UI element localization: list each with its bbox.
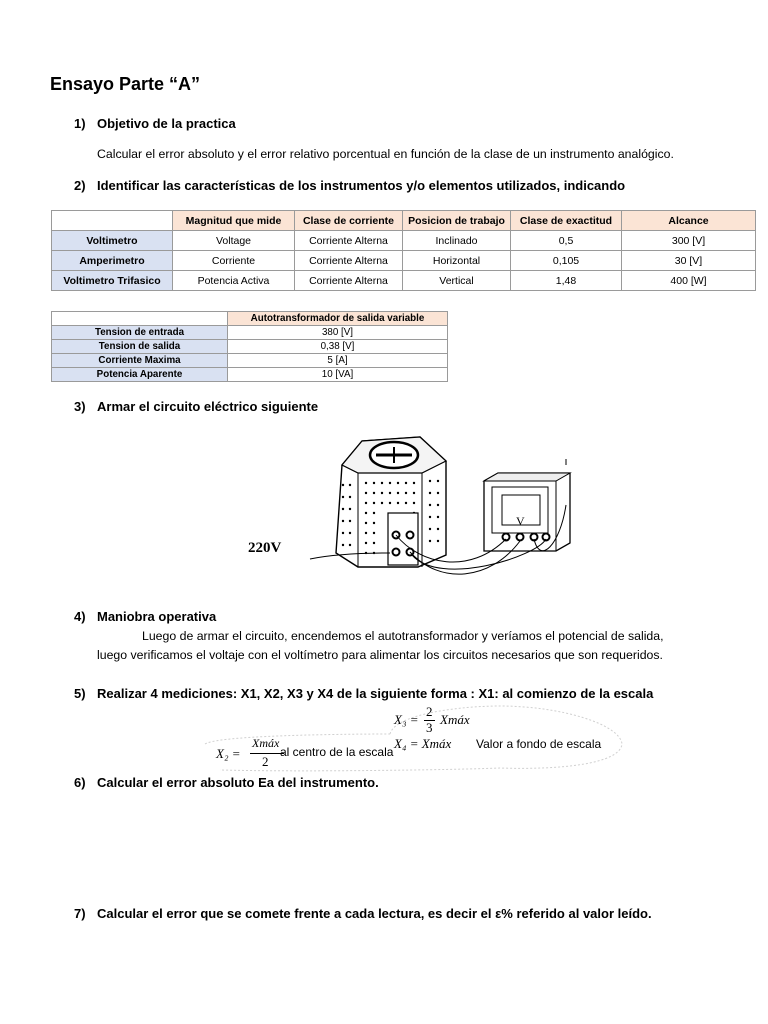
table-header-row (52, 312, 448, 326)
autotransformer-table (51, 311, 448, 382)
table-cell: Voltage (173, 231, 295, 251)
circuit-diagram (240, 425, 580, 595)
instruments-table (51, 210, 756, 291)
table-cell: Corriente Alterna (295, 251, 403, 271)
section-number: 3) (74, 399, 86, 414)
section-number: 5) (74, 686, 86, 701)
table-row (52, 271, 756, 291)
x4-note: Valor a fondo de escala (476, 737, 602, 751)
section-3-heading (74, 399, 318, 414)
x3-lhs: X₃ = (394, 712, 419, 727)
section-7-heading (74, 906, 652, 921)
table-row (52, 354, 448, 368)
table-row (52, 231, 756, 251)
section-6-heading (74, 775, 379, 790)
row-header: Tension de salida (52, 340, 228, 354)
column-header: Clase de exactitud (511, 211, 622, 231)
table-cell: Inclinado (403, 231, 511, 251)
row-header: Tension de entrada (52, 326, 228, 340)
row-header: Potencia Aparente (52, 368, 228, 382)
table-row (52, 326, 448, 340)
section-title: Armar el circuito eléctrico siguiente (97, 399, 319, 414)
x2-denominator: 2 (262, 754, 269, 769)
x4-expression: X₄ = Xmáx (394, 736, 452, 751)
section-number: 7) (74, 906, 86, 921)
x2-numerator: Xmáx (252, 736, 280, 750)
table-cell: Corriente Alterna (295, 271, 403, 291)
table-cell: 0,5 (511, 231, 622, 251)
table-cell: 1,48 (511, 271, 622, 291)
section-title: Realizar 4 mediciones: X1, X2, X3 y X4 de la siguiente forma : X1: al comienzo de la escala (97, 686, 654, 701)
circuit-illustration (240, 425, 580, 595)
table-cell: Horizontal (403, 251, 511, 271)
table-cell: Potencia Activa (173, 271, 295, 291)
section-title: Maniobra operativa (97, 609, 217, 624)
x2-lhs: X₂ = (216, 746, 241, 761)
column-header: Autotransformador de salida variable (228, 312, 448, 326)
objective-text: Calcular el error absoluto y el error relativo porcentual en función de la clase de un instrumento analógico. (97, 147, 674, 161)
section-5-heading (74, 686, 653, 701)
section-2-heading (74, 178, 625, 193)
x2-note: al centro de la escala (280, 745, 394, 759)
row-header: Voltimetro Trifasico (52, 271, 173, 291)
maniobra-line-1: Luego de armar el circuito, encendemos el autotransformador y veríamos el potencial de salida, (142, 629, 664, 643)
table-corner-cell (52, 211, 173, 231)
section-title: Objetivo de la practica (97, 116, 236, 131)
table-cell: 380 [V] (228, 326, 448, 340)
table-header-row (52, 211, 756, 231)
row-header: Voltimetro (52, 231, 173, 251)
section-title: Calcular el error que se comete frente a cada lectura, es decir el ε% referido al valor leído. (97, 906, 652, 921)
row-header: Amperimetro (52, 251, 173, 271)
meter-symbol: V (516, 514, 525, 528)
column-header: Alcance (622, 211, 756, 231)
table-row (52, 251, 756, 271)
table-cell: 5 [A] (228, 354, 448, 368)
table-cell: 0,38 [V] (228, 340, 448, 354)
x3-numerator: 2 (426, 704, 433, 719)
table-cell: 300 [V] (622, 231, 756, 251)
maniobra-line-2: luego verificamos el voltaje con el voltímetro para alimentar los circuitos necesarios que son requeridos. (97, 648, 663, 662)
page-title: Ensayo Parte “A” (50, 74, 201, 94)
section-number: 1) (74, 116, 86, 131)
column-header: Magnitud que mide (173, 211, 295, 231)
section-number: 2) (74, 178, 86, 193)
supply-voltage-label: 220V (248, 540, 282, 556)
column-header: Posicion de trabajo (403, 211, 511, 231)
section-title: Identificar las características de los instrumentos y/o elementos utilizados, indicando (97, 178, 626, 193)
table-cell: Corriente (173, 251, 295, 271)
table-row (52, 368, 448, 382)
section-4-heading (74, 609, 216, 624)
section-number: 6) (74, 775, 86, 790)
table-cell: Corriente Alterna (295, 231, 403, 251)
column-header: Clase de corriente (295, 211, 403, 231)
table-cell: 400 [W] (622, 271, 756, 291)
section-title: Calcular el error absoluto Ea del instrumento. (97, 775, 379, 790)
table-cell: Vertical (403, 271, 511, 291)
table-corner-cell (52, 312, 228, 326)
table-row (52, 340, 448, 354)
section-1-heading (74, 116, 236, 131)
x3-denominator: 3 (426, 720, 433, 735)
table-cell: 10 [VA] (228, 368, 448, 382)
table-cell: 30 [V] (622, 251, 756, 271)
formula-block (200, 704, 625, 774)
x3-rhs: Xmáx (440, 712, 470, 727)
row-header: Corriente Maxima (52, 354, 228, 368)
table-cell: 0,105 (511, 251, 622, 271)
section-number: 4) (74, 609, 86, 624)
